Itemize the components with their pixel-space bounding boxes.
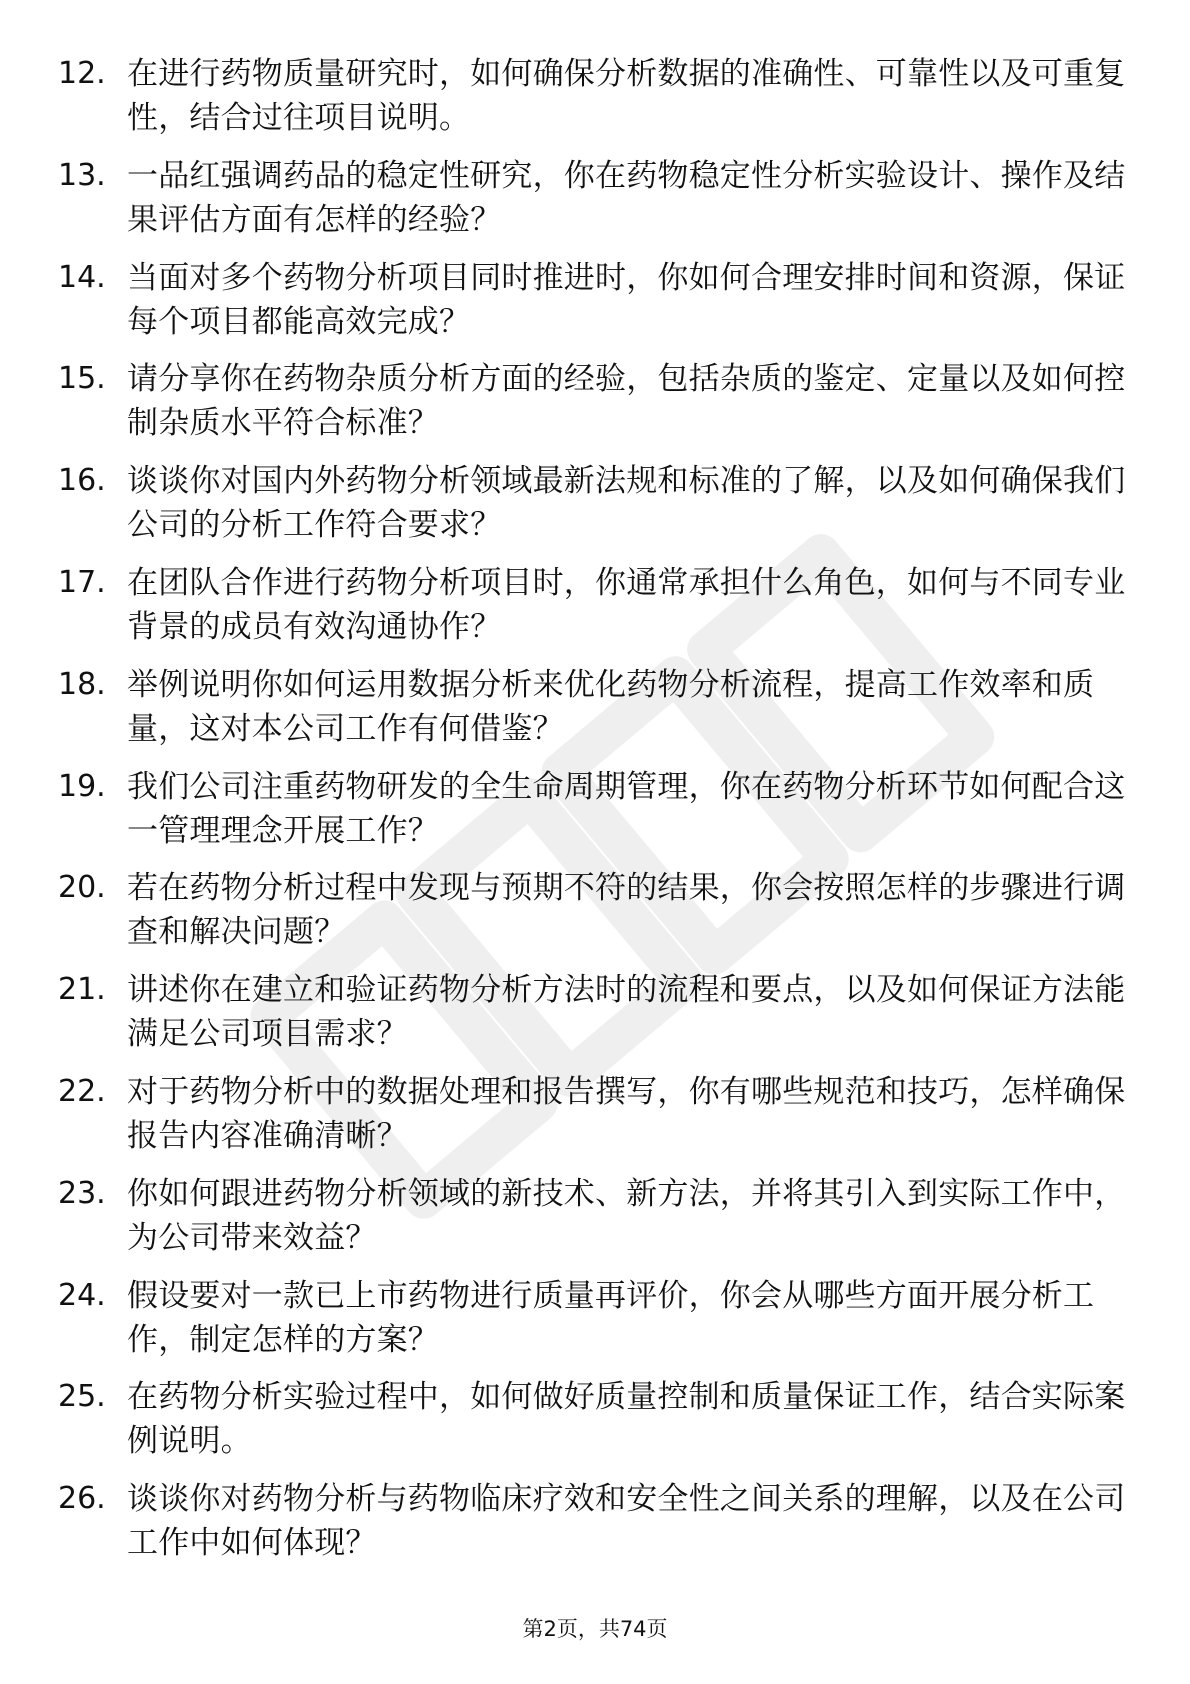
question-number: 14.	[58, 259, 106, 295]
question-item	[0, 154, 1190, 256]
question-item	[0, 561, 1190, 663]
question-text: 在药物分析实验过程中，如何做好质量控制和质量保证工作，结合实际案例说明。	[127, 1379, 1126, 1460]
question-text: 请分享你在药物杂质分析方面的经验，包括杂质的鉴定、定量以及如何控制杂质水平符合标准？	[127, 361, 1126, 442]
question-item	[0, 459, 1190, 561]
question-number: 13.	[58, 157, 106, 193]
question-text: 举例说明你如何运用数据分析来优化药物分析流程，提高工作效率和质量，这对本公司工作有何借鉴？	[127, 666, 1095, 747]
page-number-label: 第2页，共74页	[522, 1617, 668, 1641]
question-item	[0, 1070, 1190, 1172]
question-number: 22.	[58, 1073, 106, 1109]
question-text: 假设要对一款已上市药物进行质量再评价，你会从哪些方面开展分析工作，制定怎样的方案？	[127, 1277, 1095, 1358]
question-item	[0, 357, 1190, 459]
question-item	[0, 866, 1190, 968]
question-number: 23.	[58, 1175, 106, 1211]
question-item	[0, 1172, 1190, 1274]
question-number: 24.	[58, 1277, 106, 1313]
question-text: 我们公司注重药物研发的全生命周期管理，你在药物分析环节如何配合这一管理理念开展工作？	[127, 768, 1126, 849]
question-text: 在团队合作进行药物分析项目时，你通常承担什么角色，如何与不同专业背景的成员有效沟通协作？	[127, 564, 1126, 645]
question-number: 17.	[58, 564, 106, 600]
question-item	[0, 663, 1190, 765]
question-number: 15.	[58, 361, 106, 397]
question-text: 在进行药物质量研究时，如何确保分析数据的准确性、可靠性以及可重复性，结合过往项目说明。	[127, 56, 1126, 136]
question-text: 讲述你在建立和验证药物分析方法时的流程和要点，以及如何保证方法能满足公司项目需求？	[127, 972, 1126, 1053]
question-number: 18.	[58, 666, 106, 702]
question-text: 谈谈你对国内外药物分析领域最新法规和标准的了解，以及如何确保我们公司的分析工作符合要求？	[127, 463, 1126, 544]
question-item	[0, 1477, 1190, 1579]
question-text: 若在药物分析过程中发现与预期不符的结果，你会按照怎样的步骤进行调查和解决问题？	[127, 870, 1126, 951]
question-text: 谈谈你对药物分析与药物临床疗效和安全性之间关系的理解，以及在公司工作中如何体现？	[127, 1481, 1126, 1562]
question-item	[0, 256, 1190, 358]
question-number: 21.	[58, 972, 106, 1008]
question-text: 一品红强调药品的稳定性研究，你在药物稳定性分析实验设计、操作及结果评估方面有怎样的经验？	[127, 157, 1126, 238]
page-footer	[0, 1614, 1190, 1644]
question-list	[0, 52, 1190, 1579]
question-text: 你如何跟进药物分析领域的新技术、新方法，并将其引入到实际工作中，为公司带来效益？	[127, 1175, 1126, 1256]
question-item	[0, 52, 1190, 154]
question-item	[0, 968, 1190, 1070]
question-item	[0, 765, 1190, 867]
question-number: 25.	[58, 1379, 106, 1415]
question-item	[0, 1375, 1190, 1477]
question-number: 19.	[58, 768, 106, 804]
question-number: 16.	[58, 463, 106, 499]
question-number: 20.	[58, 870, 106, 906]
question-number: 26.	[58, 1481, 106, 1517]
question-number: 12.	[58, 56, 106, 91]
question-text: 当面对多个药物分析项目同时推进时，你如何合理安排时间和资源，保证每个项目都能高效完成？	[127, 259, 1126, 340]
question-item	[0, 1274, 1190, 1376]
question-text: 对于药物分析中的数据处理和报告撰写，你有哪些规范和技巧，怎样确保报告内容准确清晰？	[127, 1073, 1126, 1154]
